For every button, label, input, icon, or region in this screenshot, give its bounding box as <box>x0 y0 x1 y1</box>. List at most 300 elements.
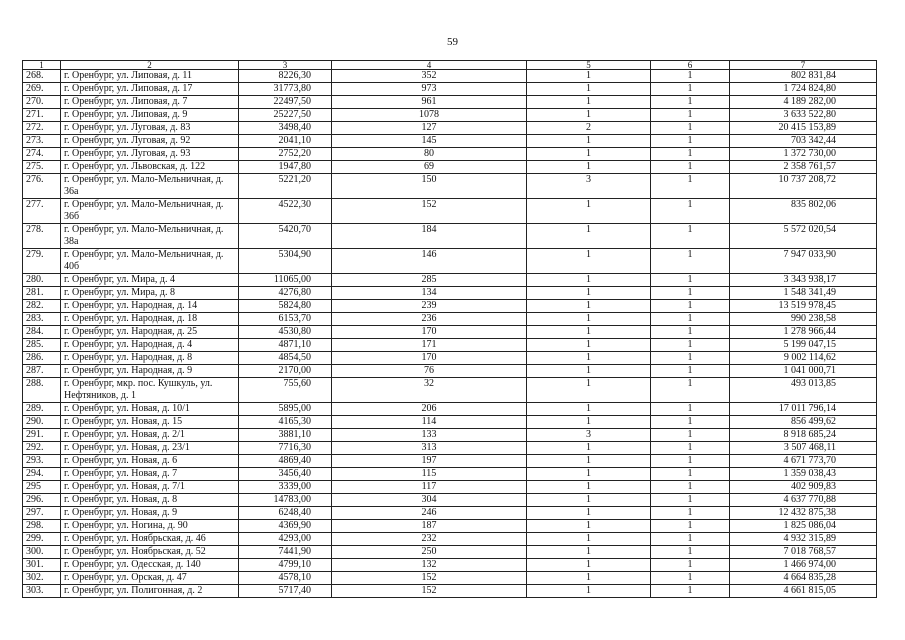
address-cell: г. Оренбург, ул. Народная, д. 18 <box>61 313 239 326</box>
row-number-cell: 280. <box>23 274 61 287</box>
area-cell: 2041,10 <box>239 135 332 148</box>
area-cell: 5221,20 <box>239 174 332 199</box>
count-a-cell: 1 <box>527 494 651 507</box>
count-b-cell: 1 <box>651 352 730 365</box>
count-b-cell: 1 <box>651 481 730 494</box>
table-row <box>23 352 877 365</box>
column-header-5: 5 <box>527 61 651 70</box>
count-a-cell: 3 <box>527 174 651 199</box>
table-row <box>23 96 877 109</box>
cost-cell: 4 671 773,70 <box>730 455 877 468</box>
count-a-cell: 1 <box>527 585 651 598</box>
row-number-cell: 292. <box>23 442 61 455</box>
cost-cell: 4 661 815,05 <box>730 585 877 598</box>
residents-cell: 206 <box>332 403 527 416</box>
cost-cell: 1 278 966,44 <box>730 326 877 339</box>
count-b-cell: 1 <box>651 70 730 83</box>
table-row <box>23 122 877 135</box>
table-row <box>23 313 877 326</box>
table-row <box>23 507 877 520</box>
row-number-cell: 291. <box>23 429 61 442</box>
count-b-cell: 1 <box>651 83 730 96</box>
table-row <box>23 572 877 585</box>
count-b-cell: 1 <box>651 585 730 598</box>
count-b-cell: 1 <box>651 455 730 468</box>
cost-cell: 13 519 978,45 <box>730 300 877 313</box>
address-cell: г. Оренбург, ул. Новая, д. 6 <box>61 455 239 468</box>
table-row <box>23 442 877 455</box>
area-cell: 25227,50 <box>239 109 332 122</box>
residents-cell: 69 <box>332 161 527 174</box>
count-b-cell: 1 <box>651 300 730 313</box>
residents-cell: 1078 <box>332 109 527 122</box>
row-number-cell: 272. <box>23 122 61 135</box>
count-b-cell: 1 <box>651 148 730 161</box>
table-row <box>23 546 877 559</box>
residents-cell: 170 <box>332 352 527 365</box>
cost-cell: 5 199 047,15 <box>730 339 877 352</box>
area-cell: 4869,40 <box>239 455 332 468</box>
count-b-cell: 1 <box>651 507 730 520</box>
address-cell: г. Оренбург, ул. Ноябрьская, д. 46 <box>61 533 239 546</box>
residents-cell: 80 <box>332 148 527 161</box>
cost-cell: 4 664 835,28 <box>730 572 877 585</box>
cost-cell: 1 359 038,43 <box>730 468 877 481</box>
count-b-cell: 1 <box>651 520 730 533</box>
table-row <box>23 135 877 148</box>
count-a-cell: 1 <box>527 313 651 326</box>
register-table <box>22 60 877 598</box>
table-row <box>23 287 877 300</box>
row-number-cell: 300. <box>23 546 61 559</box>
residents-cell: 152 <box>332 585 527 598</box>
column-header-6: 6 <box>651 61 730 70</box>
count-a-cell: 1 <box>527 135 651 148</box>
address-cell: г. Оренбург, мкр. пос. Кушкуль, ул. Нефтяников, д. 1 <box>61 378 239 403</box>
area-cell: 3339,00 <box>239 481 332 494</box>
address-cell: г. Оренбург, ул. Орская, д. 47 <box>61 572 239 585</box>
row-number-cell: 281. <box>23 287 61 300</box>
cost-cell: 3 507 468,11 <box>730 442 877 455</box>
count-b-cell: 1 <box>651 274 730 287</box>
area-cell: 4854,50 <box>239 352 332 365</box>
residents-cell: 239 <box>332 300 527 313</box>
count-a-cell: 1 <box>527 339 651 352</box>
row-number-cell: 290. <box>23 416 61 429</box>
row-number-cell: 285. <box>23 339 61 352</box>
address-cell: г. Оренбург, ул. Мало-Мельничная, д. 40б <box>61 249 239 274</box>
address-cell: г. Оренбург, ул. Одесская, д. 140 <box>61 559 239 572</box>
address-cell: г. Оренбург, ул. Луговая, д. 92 <box>61 135 239 148</box>
area-cell: 4522,30 <box>239 199 332 224</box>
area-cell: 1947,80 <box>239 161 332 174</box>
cost-cell: 4 932 315,89 <box>730 533 877 546</box>
address-cell: г. Оренбург, ул. Полигонная, д. 2 <box>61 585 239 598</box>
area-cell: 31773,80 <box>239 83 332 96</box>
table-row <box>23 403 877 416</box>
count-a-cell: 1 <box>527 161 651 174</box>
residents-cell: 152 <box>332 572 527 585</box>
residents-cell: 285 <box>332 274 527 287</box>
column-header-3: 3 <box>239 61 332 70</box>
cost-cell: 12 432 875,38 <box>730 507 877 520</box>
row-number-cell: 298. <box>23 520 61 533</box>
table-row <box>23 429 877 442</box>
cost-cell: 990 238,58 <box>730 313 877 326</box>
residents-cell: 313 <box>332 442 527 455</box>
residents-cell: 32 <box>332 378 527 403</box>
count-b-cell: 1 <box>651 135 730 148</box>
row-number-cell: 288. <box>23 378 61 403</box>
table-row <box>23 326 877 339</box>
cost-cell: 703 342,44 <box>730 135 877 148</box>
area-cell: 5895,00 <box>239 403 332 416</box>
cost-cell: 1 041 000,71 <box>730 365 877 378</box>
table-row <box>23 468 877 481</box>
count-a-cell: 1 <box>527 70 651 83</box>
row-number-cell: 283. <box>23 313 61 326</box>
cost-cell: 9 002 114,62 <box>730 352 877 365</box>
page-number: 59 <box>447 36 458 48</box>
count-a-cell: 1 <box>527 481 651 494</box>
area-cell: 2752,20 <box>239 148 332 161</box>
cost-cell: 4 637 770,88 <box>730 494 877 507</box>
count-b-cell: 1 <box>651 326 730 339</box>
residents-cell: 961 <box>332 96 527 109</box>
address-cell: г. Оренбург, ул. Мало-Мельничная, д. 38а <box>61 224 239 249</box>
count-a-cell: 1 <box>527 403 651 416</box>
area-cell: 4530,80 <box>239 326 332 339</box>
count-b-cell: 1 <box>651 174 730 199</box>
count-b-cell: 1 <box>651 559 730 572</box>
residents-cell: 187 <box>332 520 527 533</box>
cost-cell: 7 018 768,57 <box>730 546 877 559</box>
residents-cell: 236 <box>332 313 527 326</box>
table-row <box>23 174 877 199</box>
cost-cell: 17 011 796,14 <box>730 403 877 416</box>
cost-cell: 1 466 974,00 <box>730 559 877 572</box>
area-cell: 2170,00 <box>239 365 332 378</box>
row-number-cell: 282. <box>23 300 61 313</box>
cost-cell: 2 358 761,57 <box>730 161 877 174</box>
row-number-cell: 276. <box>23 174 61 199</box>
residents-cell: 152 <box>332 199 527 224</box>
row-number-cell: 270. <box>23 96 61 109</box>
table-row <box>23 494 877 507</box>
cost-cell: 835 802,06 <box>730 199 877 224</box>
address-cell: г. Оренбург, ул. Новая, д. 10/1 <box>61 403 239 416</box>
row-number-cell: 279. <box>23 249 61 274</box>
cost-cell: 3 633 522,80 <box>730 109 877 122</box>
address-cell: г. Оренбург, ул. Луговая, д. 93 <box>61 148 239 161</box>
row-number-cell: 293. <box>23 455 61 468</box>
residents-cell: 150 <box>332 174 527 199</box>
area-cell: 7441,90 <box>239 546 332 559</box>
row-number-cell: 269. <box>23 83 61 96</box>
count-b-cell: 1 <box>651 249 730 274</box>
count-b-cell: 1 <box>651 403 730 416</box>
address-cell: г. Оренбург, ул. Новая, д. 2/1 <box>61 429 239 442</box>
area-cell: 4369,90 <box>239 520 332 533</box>
address-cell: г. Оренбург, ул. Новая, д. 7/1 <box>61 481 239 494</box>
count-b-cell: 1 <box>651 287 730 300</box>
area-cell: 5304,90 <box>239 249 332 274</box>
count-b-cell: 1 <box>651 416 730 429</box>
residents-cell: 304 <box>332 494 527 507</box>
count-a-cell: 2 <box>527 122 651 135</box>
area-cell: 7716,30 <box>239 442 332 455</box>
address-cell: г. Оренбург, ул. Новая, д. 15 <box>61 416 239 429</box>
cost-cell: 5 572 020,54 <box>730 224 877 249</box>
residents-cell: 132 <box>332 559 527 572</box>
area-cell: 11065,00 <box>239 274 332 287</box>
table-row <box>23 274 877 287</box>
row-number-cell: 286. <box>23 352 61 365</box>
address-cell: г. Оренбург, ул. Народная, д. 14 <box>61 300 239 313</box>
area-cell: 3881,10 <box>239 429 332 442</box>
table-row <box>23 249 877 274</box>
residents-cell: 134 <box>332 287 527 300</box>
residents-cell: 246 <box>332 507 527 520</box>
cost-cell: 802 831,84 <box>730 70 877 83</box>
count-a-cell: 1 <box>527 300 651 313</box>
count-a-cell: 1 <box>527 378 651 403</box>
area-cell: 3456,40 <box>239 468 332 481</box>
cost-cell: 4 189 282,00 <box>730 96 877 109</box>
area-cell: 8226,30 <box>239 70 332 83</box>
column-header-7: 7 <box>730 61 877 70</box>
residents-cell: 127 <box>332 122 527 135</box>
address-cell: г. Оренбург, ул. Липовая, д. 7 <box>61 96 239 109</box>
count-b-cell: 1 <box>651 378 730 403</box>
address-cell: г. Оренбург, ул. Новая, д. 23/1 <box>61 442 239 455</box>
residents-cell: 973 <box>332 83 527 96</box>
residents-cell: 146 <box>332 249 527 274</box>
address-cell: г. Оренбург, ул. Народная, д. 25 <box>61 326 239 339</box>
residents-cell: 197 <box>332 455 527 468</box>
row-number-cell: 277. <box>23 199 61 224</box>
area-cell: 5717,40 <box>239 585 332 598</box>
count-a-cell: 1 <box>527 249 651 274</box>
row-number-cell: 303. <box>23 585 61 598</box>
count-b-cell: 1 <box>651 572 730 585</box>
area-cell: 4578,10 <box>239 572 332 585</box>
row-number-cell: 297. <box>23 507 61 520</box>
row-number-cell: 271. <box>23 109 61 122</box>
table-row <box>23 559 877 572</box>
count-b-cell: 1 <box>651 224 730 249</box>
cost-cell: 402 909,83 <box>730 481 877 494</box>
count-b-cell: 1 <box>651 365 730 378</box>
row-number-cell: 295 <box>23 481 61 494</box>
table-row <box>23 70 877 83</box>
address-cell: г. Оренбург, ул. Липовая, д. 11 <box>61 70 239 83</box>
address-cell: г. Оренбург, ул. Мира, д. 8 <box>61 287 239 300</box>
area-cell: 6153,70 <box>239 313 332 326</box>
table-header <box>23 61 877 70</box>
row-number-cell: 278. <box>23 224 61 249</box>
count-a-cell: 1 <box>527 199 651 224</box>
count-a-cell: 1 <box>527 83 651 96</box>
address-cell: г. Оренбург, ул. Ноябрьская, д. 52 <box>61 546 239 559</box>
residents-cell: 184 <box>332 224 527 249</box>
row-number-cell: 296. <box>23 494 61 507</box>
count-a-cell: 3 <box>527 429 651 442</box>
residents-cell: 171 <box>332 339 527 352</box>
area-cell: 4293,00 <box>239 533 332 546</box>
address-cell: г. Оренбург, ул. Ногина, д. 90 <box>61 520 239 533</box>
cost-cell: 493 013,85 <box>730 378 877 403</box>
table-row <box>23 378 877 403</box>
count-b-cell: 1 <box>651 494 730 507</box>
row-number-cell: 289. <box>23 403 61 416</box>
area-cell: 5824,80 <box>239 300 332 313</box>
address-cell: г. Оренбург, ул. Липовая, д. 9 <box>61 109 239 122</box>
column-header-4: 4 <box>332 61 527 70</box>
area-cell: 5420,70 <box>239 224 332 249</box>
residents-cell: 170 <box>332 326 527 339</box>
area-cell: 755,60 <box>239 378 332 403</box>
count-a-cell: 1 <box>527 442 651 455</box>
count-b-cell: 1 <box>651 468 730 481</box>
row-number-cell: 275. <box>23 161 61 174</box>
residents-cell: 352 <box>332 70 527 83</box>
table-row <box>23 83 877 96</box>
column-header-1: 1 <box>23 61 61 70</box>
table-row <box>23 148 877 161</box>
area-cell: 14783,00 <box>239 494 332 507</box>
residents-cell: 117 <box>332 481 527 494</box>
table-row <box>23 109 877 122</box>
address-cell: г. Оренбург, ул. Мало-Мельничная, д. 36а <box>61 174 239 199</box>
cost-cell: 20 415 153,89 <box>730 122 877 135</box>
count-b-cell: 1 <box>651 109 730 122</box>
count-a-cell: 1 <box>527 455 651 468</box>
area-cell: 4276,80 <box>239 287 332 300</box>
count-a-cell: 1 <box>527 507 651 520</box>
cost-cell: 8 918 685,24 <box>730 429 877 442</box>
cost-cell: 7 947 033,90 <box>730 249 877 274</box>
address-cell: г. Оренбург, ул. Мира, д. 4 <box>61 274 239 287</box>
area-cell: 4165,30 <box>239 416 332 429</box>
row-number-cell: 299. <box>23 533 61 546</box>
table-row <box>23 416 877 429</box>
count-a-cell: 1 <box>527 468 651 481</box>
row-number-cell: 287. <box>23 365 61 378</box>
count-a-cell: 1 <box>527 274 651 287</box>
table-row <box>23 224 877 249</box>
area-cell: 6248,40 <box>239 507 332 520</box>
residents-cell: 114 <box>332 416 527 429</box>
residents-cell: 76 <box>332 365 527 378</box>
count-b-cell: 1 <box>651 442 730 455</box>
cost-cell: 856 499,62 <box>730 416 877 429</box>
count-b-cell: 1 <box>651 199 730 224</box>
row-number-cell: 284. <box>23 326 61 339</box>
table-row <box>23 339 877 352</box>
count-a-cell: 1 <box>527 148 651 161</box>
table-row <box>23 520 877 533</box>
table-row <box>23 533 877 546</box>
residents-cell: 115 <box>332 468 527 481</box>
count-a-cell: 1 <box>527 559 651 572</box>
header-row <box>23 61 877 70</box>
count-a-cell: 1 <box>527 96 651 109</box>
count-a-cell: 1 <box>527 352 651 365</box>
count-a-cell: 1 <box>527 520 651 533</box>
area-cell: 4799,10 <box>239 559 332 572</box>
address-cell: г. Оренбург, ул. Луговая, д. 83 <box>61 122 239 135</box>
count-a-cell: 1 <box>527 416 651 429</box>
table-body <box>23 70 877 598</box>
cost-cell: 3 343 938,17 <box>730 274 877 287</box>
count-a-cell: 1 <box>527 572 651 585</box>
address-cell: г. Оренбург, ул. Львовская, д. 122 <box>61 161 239 174</box>
address-cell: г. Оренбург, ул. Новая, д. 9 <box>61 507 239 520</box>
row-number-cell: 302. <box>23 572 61 585</box>
cost-cell: 10 737 208,72 <box>730 174 877 199</box>
count-b-cell: 1 <box>651 339 730 352</box>
address-cell: г. Оренбург, ул. Народная, д. 9 <box>61 365 239 378</box>
count-b-cell: 1 <box>651 96 730 109</box>
row-number-cell: 294. <box>23 468 61 481</box>
table-row <box>23 199 877 224</box>
count-b-cell: 1 <box>651 122 730 135</box>
table-row <box>23 300 877 313</box>
count-a-cell: 1 <box>527 287 651 300</box>
count-b-cell: 1 <box>651 533 730 546</box>
residents-cell: 145 <box>332 135 527 148</box>
row-number-cell: 273. <box>23 135 61 148</box>
table-row <box>23 585 877 598</box>
residents-cell: 250 <box>332 546 527 559</box>
address-cell: г. Оренбург, ул. Липовая, д. 17 <box>61 83 239 96</box>
table-row <box>23 161 877 174</box>
count-a-cell: 1 <box>527 533 651 546</box>
count-b-cell: 1 <box>651 429 730 442</box>
row-number-cell: 268. <box>23 70 61 83</box>
table-row <box>23 365 877 378</box>
address-cell: г. Оренбург, ул. Новая, д. 8 <box>61 494 239 507</box>
address-cell: г. Оренбург, ул. Мало-Мельничная, д. 36б <box>61 199 239 224</box>
residents-cell: 133 <box>332 429 527 442</box>
cost-cell: 1 724 824,80 <box>730 83 877 96</box>
count-a-cell: 1 <box>527 365 651 378</box>
cost-cell: 1 825 086,04 <box>730 520 877 533</box>
count-b-cell: 1 <box>651 161 730 174</box>
count-b-cell: 1 <box>651 313 730 326</box>
cost-cell: 1 372 730,00 <box>730 148 877 161</box>
row-number-cell: 274. <box>23 148 61 161</box>
count-a-cell: 1 <box>527 224 651 249</box>
area-cell: 22497,50 <box>239 96 332 109</box>
address-cell: г. Оренбург, ул. Народная, д. 4 <box>61 339 239 352</box>
count-b-cell: 1 <box>651 546 730 559</box>
table-row <box>23 455 877 468</box>
row-number-cell: 301. <box>23 559 61 572</box>
residents-cell: 232 <box>332 533 527 546</box>
count-a-cell: 1 <box>527 546 651 559</box>
count-a-cell: 1 <box>527 109 651 122</box>
table-row <box>23 481 877 494</box>
address-cell: г. Оренбург, ул. Народная, д. 8 <box>61 352 239 365</box>
area-cell: 4871,10 <box>239 339 332 352</box>
address-cell: г. Оренбург, ул. Новая, д. 7 <box>61 468 239 481</box>
cost-cell: 1 548 341,49 <box>730 287 877 300</box>
area-cell: 3498,40 <box>239 122 332 135</box>
column-header-2: 2 <box>61 61 239 70</box>
count-a-cell: 1 <box>527 326 651 339</box>
